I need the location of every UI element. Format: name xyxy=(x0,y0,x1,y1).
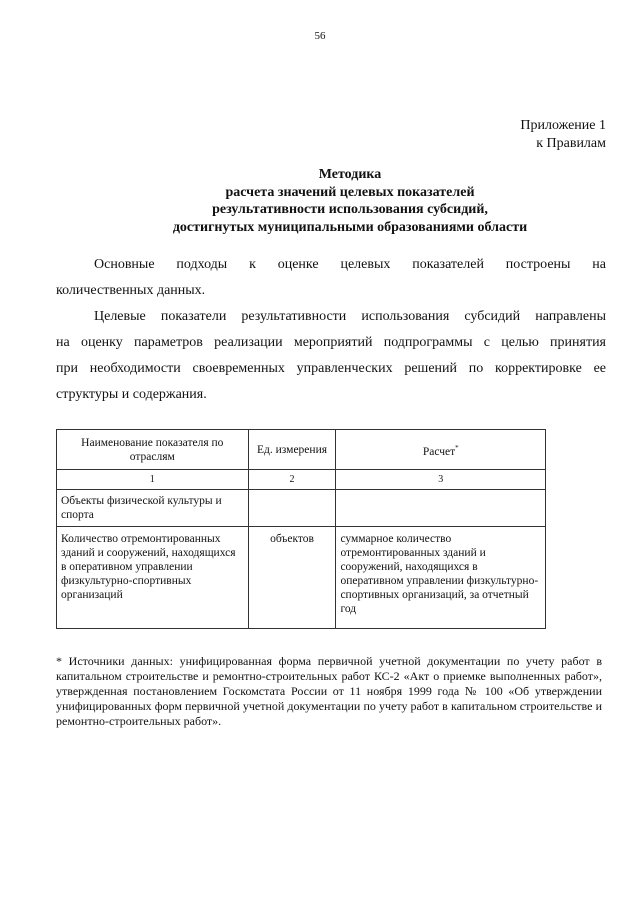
paragraph-2-line-1: Целевые показатели результативности использования субсидий направлены xyxy=(94,309,606,324)
document-title xyxy=(0,166,640,236)
category-name: Объекты физической культуры и спорта xyxy=(57,490,249,527)
paragraph-2-line-3: при необходимости своевременных управленческих решений по корректировке ее xyxy=(56,361,606,376)
table-number-row xyxy=(57,470,546,490)
paragraph-1-line-1: Основные подходы к оценке целевых показателей построены на xyxy=(94,257,606,272)
column-number-1: 1 xyxy=(57,470,249,490)
title-line-3: результативности использования субсидий, xyxy=(212,202,488,217)
indicators-table xyxy=(56,429,546,629)
header-calculation-label: Расчет xyxy=(422,445,456,458)
header-unit: Ед. измерения xyxy=(248,430,336,470)
row-indicator-name: Количество отремонтированных зданий и сооружений, находящихся в оперативном управлении физкультурно-спортивных организаций xyxy=(57,527,249,629)
footnote: * Источники данных: унифицированная форма первичной учетной документации по учету работ в капитальном строительстве и ремонтно-строительных работ КС-2 «Акт о приемке выполненных работ», утвержденная постановлением Госкомстата России от 11 ноября 1999 года № 100 «Об утверждении унифицированных форм первичной учетной документации по учету работ в капитальном строительстве и ремонтно-строительных работ». xyxy=(56,654,602,728)
footnote-mark: * xyxy=(455,443,459,452)
row-unit: объектов xyxy=(248,527,336,629)
category-unit-empty xyxy=(248,490,336,527)
page-number: 56 xyxy=(314,30,326,42)
table-category-row xyxy=(57,490,546,527)
paragraph-1-line-2: количественных данных. xyxy=(56,283,206,298)
category-calc-empty xyxy=(336,490,546,527)
appendix-reference xyxy=(520,117,606,153)
table-row xyxy=(57,527,546,629)
title-line-4: достигнутых муниципальными образованиями области xyxy=(172,219,528,235)
appendix-line-1: Приложение 1 xyxy=(520,118,606,133)
paragraph-1 xyxy=(56,252,606,304)
title-line-2: расчета значений целевых показателей xyxy=(225,184,475,200)
appendix-line-2: к Правилам xyxy=(536,136,606,151)
title-line-1: Методика xyxy=(318,167,382,182)
column-number-3: 3 xyxy=(336,470,546,490)
header-indicator-name: Наименование показателя по отраслям xyxy=(57,430,249,470)
column-number-2: 2 xyxy=(248,470,336,490)
paragraph-2-line-4: структуры и содержания. xyxy=(56,387,207,402)
header-calculation xyxy=(336,430,546,470)
row-calculation: суммарное количество отремонтированных зданий и сооружений, находящихся в оперативном управлении физкультурно-спортивных организаций, за отчетный год xyxy=(336,527,546,629)
paragraph-2-line-2: на оценку параметров реализации мероприятий подпрограммы с целью принятия xyxy=(56,335,606,350)
paragraph-2 xyxy=(56,304,606,408)
table-header-row xyxy=(57,430,546,470)
